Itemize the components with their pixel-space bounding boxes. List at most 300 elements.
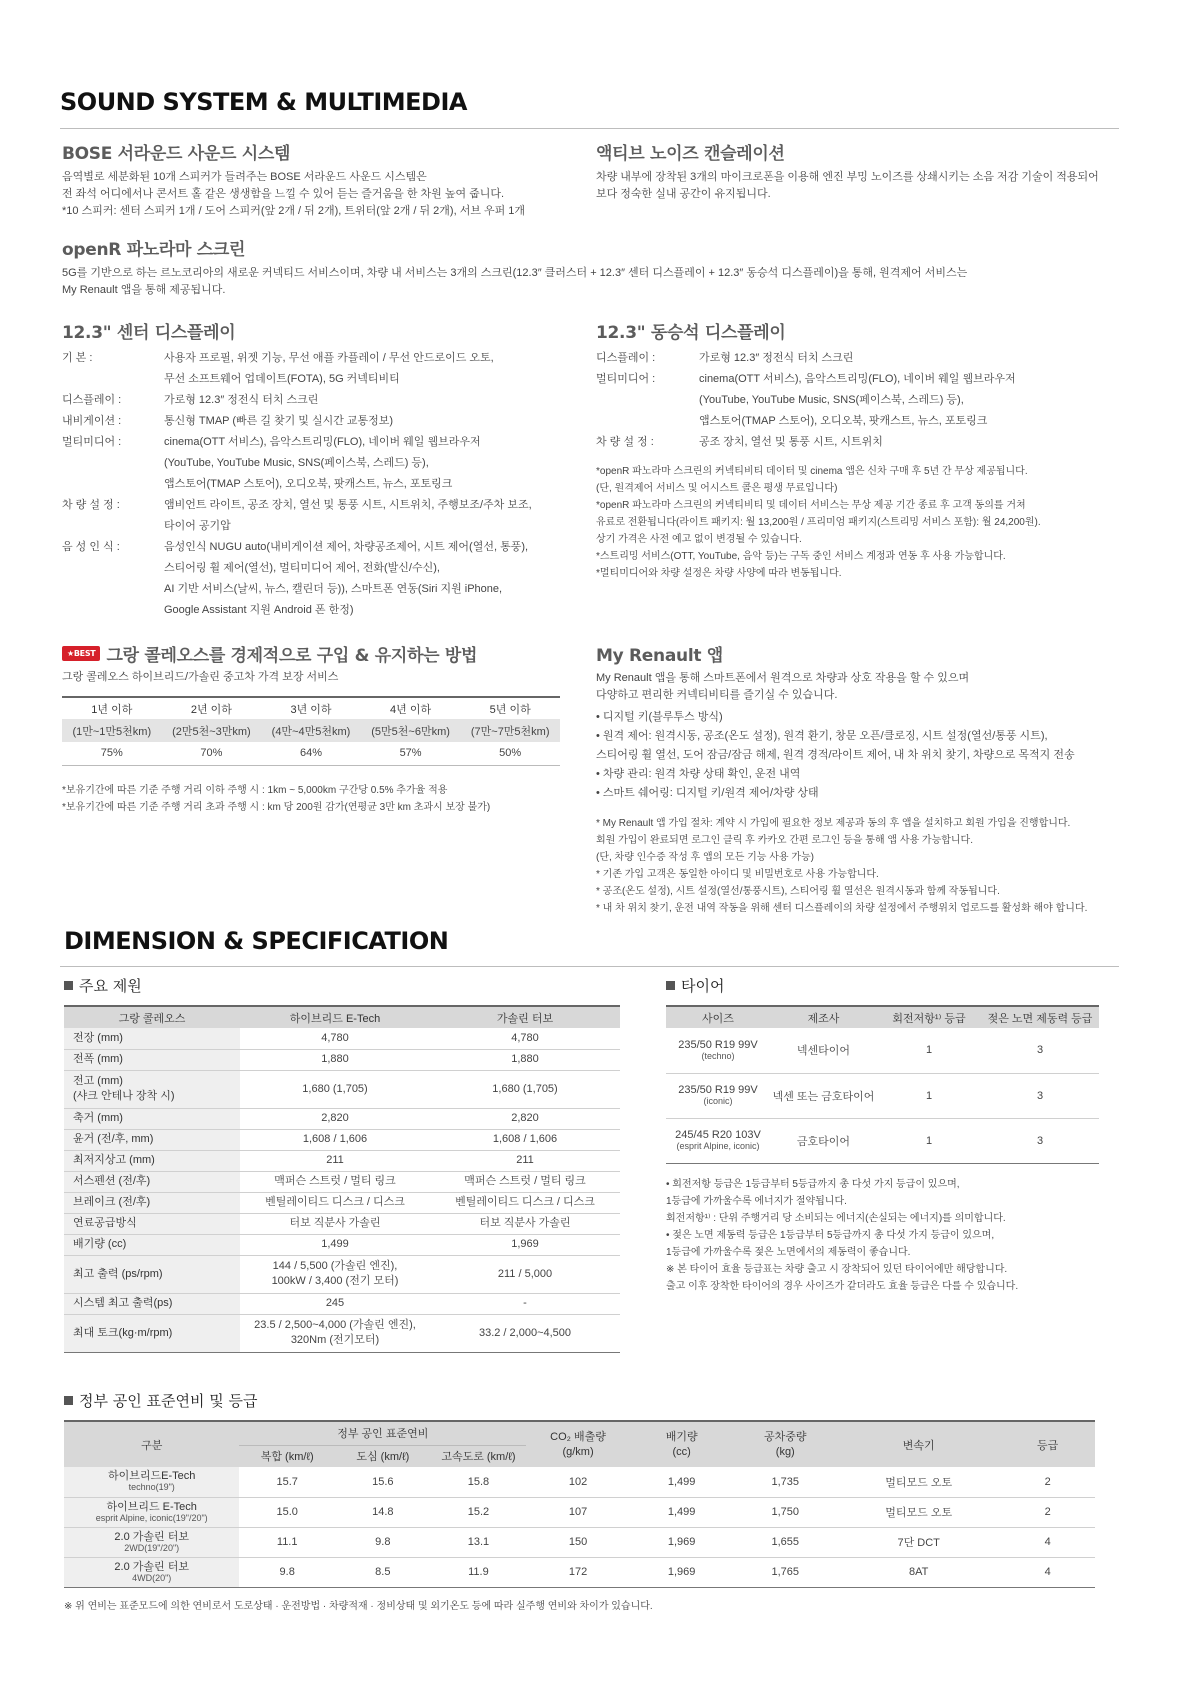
openr-block [62, 235, 967, 299]
gasoline-value-cell [430, 1314, 620, 1352]
spec-value [699, 432, 1136, 453]
fuel-co2-cell: 150 [526, 1527, 630, 1557]
best-badge: ★BEST [62, 646, 100, 661]
cell-line: (샤크 안테나 장착 시) [73, 1090, 175, 1102]
fuel-wt-cell: 1,765 [733, 1557, 837, 1587]
spec-value-line: 통신형 TMAP (빠른 길 찾기 및 실시간 교통정보) [164, 415, 394, 427]
spec-value [164, 390, 562, 411]
gasoline-value-cell [430, 1293, 620, 1314]
spec-header-cell: 가솔린 터보 [430, 1006, 620, 1028]
fuel-wt-cell: 1,750 [733, 1497, 837, 1527]
spec-label-cell [64, 1255, 240, 1293]
bullet-square [64, 981, 73, 990]
buyback-title: 그랑 콜레오스를 경제적으로 구입 & 유지하는 방법 [106, 646, 478, 666]
feature-item: • 디지털 키(블루투스 방식) [596, 711, 723, 723]
period-cell: 2년 이하 [162, 697, 262, 719]
fuel-grade-cell: 2 [1000, 1467, 1095, 1497]
spec-label-cell [64, 1293, 240, 1314]
spec-value-line: cinema(OTT 서비스), 음악스트리밍(FLO), 네이버 웨일 웹브라우저 [699, 373, 1016, 385]
table-row [64, 1527, 1095, 1557]
tire-size: 235/50 R19 99V [678, 1038, 758, 1051]
fuel-block [64, 1390, 1095, 1615]
model-trim: 4WD(20") [132, 1572, 172, 1583]
note-line: (단, 차량 인수증 작성 후 앱의 모든 기능 사용 가능) [596, 852, 814, 863]
hybrid-value-cell [240, 1314, 430, 1352]
passenger-display-block [596, 318, 1136, 582]
cell-line: 1,499 [321, 1238, 349, 1250]
cell-line: 100kW / 3,400 (전기 모터) [271, 1275, 399, 1287]
spec-label-cell [64, 1108, 240, 1129]
fuel-header-displacement: 배기량 (cc) [630, 1421, 734, 1467]
sound-section-title: SOUND SYSTEM & MULTIMEDIA [60, 88, 467, 116]
fuel-model-cell [64, 1527, 239, 1557]
note-line: • 회전저항 등급은 1등급부터 5등급까지 총 다섯 가지 등급이 있으며, [666, 1178, 960, 1190]
tire-maker-cell: 넥센 또는 금호타이어 [770, 1073, 877, 1118]
spec-value-line: Google Assistant 지원 Android 폰 한정) [164, 604, 354, 616]
cell-line: 벤틸레이티드 디스크 / 디스크 [265, 1196, 405, 1208]
text-line: 다양하고 편리한 커넥티비티를 즐기실 수 있습니다. [596, 689, 838, 701]
note-line: 회전저항¹⁾ : 단위 주행거리 당 소비되는 에너지(손실되는 에너지)를 의미합니다. [666, 1212, 1006, 1224]
rate-cell: 50% [460, 742, 560, 765]
spec-key: 멀티미디어 : [62, 436, 122, 448]
tire-size-cell [666, 1028, 770, 1073]
anc-text [596, 169, 1099, 203]
text-line: 보다 정숙한 실내 공간이 유지됩니다. [596, 188, 771, 200]
spec-value-line: 음성인식 NUGU auto(내비게이션 제어, 차량공조제어, 시트 제어(열선, 통풍), [164, 541, 529, 553]
spec-value [164, 495, 562, 537]
cell-line: 브레이크 (전/후) [73, 1196, 151, 1208]
period-cell: 4년 이하 [361, 697, 461, 719]
fuel-tm-cell: 7단 DCT [837, 1527, 1000, 1557]
cell-line: 23.5 / 2,500~4,000 (가솔린 엔진), [254, 1319, 416, 1331]
cell-line: 320Nm (전기모터) [290, 1334, 380, 1346]
anc-title: 액티브 노이즈 캔슬레이션 [596, 144, 785, 164]
buyback-rates-row [62, 742, 560, 765]
model-trim: 2WD(19"/20") [124, 1542, 180, 1553]
note-line: (단, 원격제어 서비스 및 어시스트 콜은 평생 무료입니다) [596, 483, 838, 494]
fuel-header-gubun: 구분 [64, 1421, 239, 1467]
myrenault-block [596, 641, 1087, 917]
hybrid-value-cell [240, 1070, 430, 1108]
fuel-comb-cell: 9.8 [239, 1557, 335, 1587]
tire-wet-cell: 3 [981, 1073, 1099, 1118]
hybrid-value-cell [240, 1129, 430, 1150]
range-cell: (2만5천~3만km) [162, 719, 262, 742]
tire-header-cell: 회전저항¹⁾ 등급 [877, 1006, 981, 1028]
range-cell: (1만~1만5천km) [62, 719, 162, 742]
spec-label-cell [64, 1192, 240, 1213]
divider [60, 128, 1119, 129]
cell-line: 서스펜션 (전/후) [73, 1175, 151, 1187]
rate-cell: 75% [62, 742, 162, 765]
feature-item: • 스마트 쉐어링: 디지털 키/원격 제어/차량 상태 [596, 787, 819, 799]
note-line: * 내 차 위치 찾기, 운전 내역 작동을 위해 센터 디스플레이의 차량 설정에서 주행위치 업로드를 활성화 해야 합니다. [596, 903, 1088, 914]
gasoline-value-cell [430, 1108, 620, 1129]
fuel-hwy-cell: 15.2 [431, 1497, 527, 1527]
text-line: My Renault 앱을 통해 스마트폰에서 원격으로 차량과 상호 작용을 할 수 있으며 [596, 672, 970, 684]
spec-row [596, 369, 1136, 432]
cell-line: 배기량 (cc) [73, 1238, 127, 1250]
range-cell: (4만~4만5천km) [261, 719, 361, 742]
hybrid-value-cell [240, 1255, 430, 1293]
spec-value-line: 가로형 12.3″ 정전식 터치 스크린 [699, 352, 854, 364]
spec-label-cell [64, 1049, 240, 1070]
fuel-co2-cell: 107 [526, 1497, 630, 1527]
center-display-spec [62, 348, 562, 621]
spec-row [596, 432, 1136, 453]
note-line: • 젖은 노면 제동력 등급은 1등급부터 5등급까지 총 다섯 가지 등급이 있으며, [666, 1229, 995, 1241]
cell-line: 1,680 (1,705) [302, 1082, 368, 1095]
spec-key: 디스플레이 : [62, 394, 122, 406]
fuel-model-cell [64, 1467, 239, 1497]
cell-line: 1,608 / 1,606 [302, 1133, 368, 1145]
fuel-tm-cell: 멀티모드 오토 [837, 1467, 1000, 1497]
model-trim: esprit Alpine, iconic(19"/20") [95, 1512, 208, 1523]
fuel-disp-cell: 1,969 [630, 1557, 734, 1587]
spec-label-cell [64, 1213, 240, 1234]
buyback-periods-row [62, 697, 560, 719]
table-row [64, 1171, 620, 1192]
cell-line: 최고 출력 (ps/rpm) [73, 1267, 163, 1280]
note-line: * My Renault 앱 가입 절차: 계약 시 가입에 필요한 정보 제공과 동의 후 앱을 설치하고 회원 가입을 진행합니다. [596, 818, 1071, 829]
fuel-co2-cell: 102 [526, 1467, 630, 1497]
hybrid-value-cell [240, 1234, 430, 1255]
spec-key: 차 량 설 정 : [596, 436, 654, 448]
fuel-tm-cell: 8AT [837, 1557, 1000, 1587]
cell-line: 맥퍼슨 스트럿 / 멀티 링크 [274, 1175, 396, 1187]
tire-rr-cell: 1 [877, 1028, 981, 1073]
bose-block [62, 139, 525, 220]
center-display-title: 12.3" 센터 디스플레이 [62, 323, 236, 343]
spec-row [62, 411, 562, 432]
gasoline-value-cell [430, 1255, 620, 1293]
fuel-header-weight: 공차중량 (kg) [733, 1421, 837, 1467]
tire-wet-cell: 3 [981, 1118, 1099, 1163]
spec-row [62, 390, 562, 411]
buyback-notes [62, 782, 560, 816]
gasoline-value-cell [430, 1028, 620, 1049]
spec-value-line: 사용자 프로필, 위젯 기능, 무선 애플 카플레이 / 무선 안드로이드 오토, [164, 352, 494, 364]
gasoline-value-cell [430, 1049, 620, 1070]
period-cell: 1년 이하 [62, 697, 162, 719]
center-display-block [62, 318, 562, 621]
table-row [64, 1108, 620, 1129]
fuel-disp-cell: 1,499 [630, 1497, 734, 1527]
hybrid-value-cell [240, 1028, 430, 1049]
model-trim: techno(19") [128, 1482, 175, 1493]
bose-title: BOSE 서라운드 사운드 시스템 [62, 144, 291, 164]
spec-value [164, 411, 562, 432]
hybrid-value-cell [240, 1150, 430, 1171]
bullet-square [64, 1396, 73, 1405]
spec-key: 기 본 : [62, 352, 93, 364]
cell-line: 터보 직분사 가솔린 [479, 1217, 571, 1229]
spec-value [164, 432, 562, 495]
cell-line: - [523, 1297, 527, 1309]
gasoline-value-cell [430, 1150, 620, 1171]
table-row [64, 1049, 620, 1070]
period-cell: 5년 이하 [460, 697, 560, 719]
model-name: 하이브리드E-Tech [108, 1470, 196, 1483]
spec-value [164, 537, 562, 621]
note-line: 1등급에 가까울수록 에너지가 절약됩니다. [666, 1195, 847, 1207]
spec-label-cell [64, 1129, 240, 1150]
text-line: 전 좌석 어디에서나 콘서트 홀 같은 생생함을 느낄 수 있어 듣는 즐거움을 한 차원 높여 줍니다. [62, 188, 505, 200]
feature-item: 스티어링 휠 열선, 도어 잠금/잠금 해제, 원격 경적/라이트 제어, 내 차 위치 찾기, 차량으로 목적지 전송 [596, 749, 1075, 761]
spec-label-cell [64, 1171, 240, 1192]
gasoline-value-cell [430, 1129, 620, 1150]
spec-label-cell [64, 1028, 240, 1049]
buyback-heading [62, 641, 560, 666]
passenger-display-spec [596, 348, 1136, 453]
period-cell: 3년 이하 [261, 697, 361, 719]
tire-header-cell: 사이즈 [666, 1006, 770, 1028]
cell-line: 1,880 [321, 1053, 349, 1065]
note-line: *스트리밍 서비스(OTT, YouTube, 음악 등)는 구독 중인 서비스 계정과 연동 후 사용 가능합니다. [596, 551, 1006, 562]
fuel-wt-cell: 1,655 [733, 1527, 837, 1557]
spec-heading [64, 975, 620, 996]
tire-trim: (iconic) [703, 1096, 733, 1106]
dimension-section-title: DIMENSION & SPECIFICATION [64, 927, 449, 955]
tire-rr-cell: 1 [877, 1118, 981, 1163]
gasoline-value-cell [430, 1192, 620, 1213]
buyback-subtitle: 그랑 콜레오스 하이브리드/가솔린 중고차 가격 보장 서비스 [62, 671, 339, 683]
note-line: *openR 파노라마 스크린의 커넥티비티 및 데이터 서비스는 무상 제공 기간 종료 후 고객 동의를 거쳐 [596, 500, 1026, 511]
fuel-city-cell: 8.5 [335, 1557, 431, 1587]
hybrid-value-cell [240, 1293, 430, 1314]
gasoline-value-cell [430, 1171, 620, 1192]
model-name: 2.0 가솔린 터보 [114, 1560, 189, 1573]
model-name: 하이브리드 E-Tech [106, 1500, 197, 1513]
fuel-wt-cell: 1,735 [733, 1467, 837, 1497]
fuel-hwy-cell: 11.9 [431, 1557, 527, 1587]
tire-table [666, 1005, 1099, 1164]
note-line: 출고 이후 장착한 타이어의 경우 사이즈가 같더라도 효율 등급은 다를 수 있습니다. [666, 1280, 1019, 1292]
fuel-disp-cell: 1,499 [630, 1467, 734, 1497]
cell-line: 1,680 (1,705) [492, 1082, 558, 1095]
tire-size: 245/45 R20 103V [675, 1129, 761, 1141]
buyback-table [62, 696, 560, 766]
text-line: My Renault 앱을 통해 제공됩니다. [62, 284, 226, 296]
text-line: *10 스피커: 센터 스피커 1개 / 도어 스피커(앞 2개 / 뒤 2개), 트위터(앞 2개 / 뒤 2개), 서브 우퍼 1개 [62, 205, 526, 217]
fuel-city-cell: 9.8 [335, 1527, 431, 1557]
cell-line: 맥퍼슨 스트럿 / 멀티 링크 [464, 1175, 586, 1187]
fuel-note: ※ 위 연비는 표준모드에 의한 연비로서 도로상태 · 운전방법 · 차량적재 · 정비상태 및 외기온도 등에 따라 실주행 연비와 차이가 있습니다. [64, 1600, 653, 1612]
cell-line: 최저지상고 (mm) [73, 1154, 155, 1166]
rate-cell: 70% [162, 742, 262, 765]
cell-line: 벤틸레이티드 디스크 / 디스크 [455, 1196, 595, 1208]
cell-line: 211 [326, 1154, 344, 1166]
fuel-comb-cell: 15.7 [239, 1467, 335, 1497]
spec-key: 차 량 설 정 : [62, 499, 120, 511]
spec-value-line: 공조 장치, 열선 및 통풍 시트, 시트위치 [699, 436, 883, 448]
range-cell: (5만5천~6만km) [361, 719, 461, 742]
spec-label-cell [64, 1150, 240, 1171]
tire-header-cell: 젖은 노면 제동력 등급 [981, 1006, 1099, 1028]
note-line: 1등급에 가까울수록 젖은 노면에서의 제동력이 좋습니다. [666, 1246, 911, 1258]
spec-header-cell: 하이브리드 E-Tech [240, 1006, 430, 1028]
cell-line: 2,820 [511, 1112, 539, 1124]
spec-value [164, 348, 562, 390]
cell-line: 전폭 (mm) [73, 1053, 123, 1065]
cell-line: 144 / 5,500 (가솔린 엔진), [272, 1260, 398, 1272]
tire-block [666, 975, 1099, 1295]
cell-line: 211 [516, 1154, 534, 1166]
feature-item: • 원격 제어: 원격시동, 공조(온도 설정), 원격 환기, 창문 오픈/클로징, 시트 설정(열선/통풍 시트), [596, 730, 1048, 742]
table-row [64, 1557, 1095, 1587]
table-row [64, 1467, 1095, 1497]
cell-line: 전장 (mm) [73, 1031, 123, 1044]
fuel-tm-cell: 멀티모드 오토 [837, 1497, 1000, 1527]
text-line: 음역별로 세분화된 10개 스피커가 들려주는 BOSE 서라운드 사운드 시스템은 [62, 171, 427, 183]
spec-value-line: 타이어 공기압 [164, 520, 231, 532]
cell-line: 터보 직분사 가솔린 [289, 1217, 381, 1229]
note-line: * 공조(온도 설정), 시트 설정(열선/통풍시트), 스티어링 휠 열선은 원격시동과 함께 작동됩니다. [596, 886, 1000, 897]
fuel-header-transmission: 변속기 [837, 1421, 1000, 1467]
table-row [64, 1150, 620, 1171]
fuel-grade-cell: 2 [1000, 1497, 1095, 1527]
bullet-square [666, 981, 675, 990]
cell-line: 시스템 최고 출력(ps) [73, 1297, 173, 1309]
fuel-city-cell: 15.6 [335, 1467, 431, 1497]
tire-heading [666, 975, 1099, 996]
passenger-display-title: 12.3" 동승석 디스플레이 [596, 323, 786, 343]
note-line: *openR 파노라마 스크린의 커넥티비티 데이터 및 cinema 앱은 신차 구매 후 5년 간 무상 제공됩니다. [596, 466, 1028, 477]
spec-value-line: 앰비언트 라이트, 공조 장치, 열선 및 통풍 시트, 시트위치, 주행보조/주차 보조, [164, 499, 532, 511]
table-row [666, 1028, 1099, 1073]
hybrid-value-cell [240, 1108, 430, 1129]
spec-row [62, 495, 562, 537]
openr-notes [596, 463, 1136, 582]
fuel-comb-cell: 15.0 [239, 1497, 335, 1527]
spec-key: 내비게이션 : [62, 415, 122, 427]
cell-line: 1,969 [511, 1238, 539, 1250]
table-row [666, 1073, 1099, 1118]
spec-label-cell [64, 1314, 240, 1352]
cell-line: 전고 (mm) [73, 1075, 123, 1087]
fuel-header-co2: CO₂ 배출량 (g/km) [526, 1421, 630, 1467]
myrenault-text [596, 670, 1087, 704]
openr-title: openR 파노라마 스크린 [62, 240, 246, 260]
note-line: 회원 가입이 완료되면 로그인 클릭 후 카카오 간편 로그인 등을 통해 앱 사용 가능합니다. [596, 835, 973, 846]
spec-value-line: 가로형 12.3″ 정전식 터치 스크린 [164, 394, 319, 406]
fuel-co2-cell: 172 [526, 1557, 630, 1587]
table-row [64, 1234, 620, 1255]
table-row [64, 1255, 620, 1293]
spec-value-line: 무선 소프트웨어 업데이트(FOTA), 5G 커넥티비티 [164, 373, 400, 385]
cell-line: 1,608 / 1,606 [492, 1133, 558, 1145]
fuel-header-combined: 복합 (km/ℓ) [239, 1445, 335, 1467]
cell-line: 최대 토크(kg·m/rpm) [73, 1326, 173, 1339]
note-line: 유료로 전환됩니다(라이트 패키지: 월 13,200원 / 프리미엄 패키지(스트리밍 서비스 포함): 월 24,200원). [596, 517, 1041, 528]
fuel-header-highway: 고속도로 (km/ℓ) [431, 1445, 527, 1467]
spec-row [62, 432, 562, 495]
spec-value-line: 스티어링 휠 제어(열선), 멀티미디어 제어, 전화(발신/수신), [164, 562, 440, 574]
fuel-header-grade: 등급 [1000, 1421, 1095, 1467]
note-line: * 기존 가입 고객은 동일한 아이디 및 비밀번호로 사용 가능합니다. [596, 869, 879, 880]
table-row [666, 1118, 1099, 1163]
tire-notes [666, 1176, 1099, 1295]
cell-line: 4,780 [321, 1031, 349, 1044]
table-row [64, 1192, 620, 1213]
note-line: ※ 본 타이어 효율 등급표는 차량 출고 시 장착되어 있던 타이어에만 해당합니다. [666, 1263, 1008, 1275]
fuel-title: 정부 공인 표준연비 및 등급 [79, 1392, 258, 1410]
spec-value-line: 앱스토어(TMAP 스토어), 오디오북, 팟캐스트, 뉴스, 포토링크 [164, 478, 453, 490]
rate-cell: 57% [361, 742, 461, 765]
fuel-hwy-cell: 13.1 [431, 1527, 527, 1557]
note-line: *멀티미디어와 차량 설정은 차량 사양에 따라 변동됩니다. [596, 568, 842, 579]
spec-table [64, 1005, 620, 1353]
hybrid-value-cell [240, 1049, 430, 1070]
spec-row [62, 537, 562, 621]
hybrid-value-cell [240, 1213, 430, 1234]
spec-label-cell [64, 1070, 240, 1108]
buyback-block [62, 641, 560, 816]
openr-text [62, 265, 967, 299]
text-line: 차량 내부에 장착된 3개의 마이크로폰을 이용해 엔진 부밍 노이즈를 상쇄시키는 소음 저감 기술이 적용되어 [596, 171, 1099, 183]
spec-title: 주요 제원 [79, 977, 142, 995]
spec-value-line: AI 기반 서비스(날씨, 뉴스, 캘린더 등)), 스마트폰 연동(Siri 지원 iPhone, [164, 583, 503, 595]
spec-key: 멀티미디어 : [596, 373, 656, 385]
spec-value [699, 348, 1136, 369]
feature-item: • 차량 관리: 원격 차량 상태 확인, 운전 내역 [596, 768, 801, 780]
rate-cell: 64% [261, 742, 361, 765]
tire-trim: (techno) [701, 1050, 735, 1061]
tire-size-cell [666, 1118, 770, 1163]
myrenault-title: My Renault 앱 [596, 646, 723, 666]
hybrid-value-cell [240, 1171, 430, 1192]
fuel-header-city: 도심 (km/ℓ) [335, 1445, 431, 1467]
fuel-table [64, 1420, 1095, 1588]
tire-maker-cell: 금호타이어 [770, 1118, 877, 1163]
tire-size-cell [666, 1073, 770, 1118]
note-line: 상기 가격은 사전 예고 없이 변경될 수 있습니다. [596, 534, 802, 545]
spec-label-cell [64, 1234, 240, 1255]
fuel-header-efficiency: 정부 공인 표준연비 [239, 1421, 526, 1445]
fuel-hwy-cell: 15.8 [431, 1467, 527, 1497]
gasoline-value-cell [430, 1234, 620, 1255]
fuel-model-cell [64, 1497, 239, 1527]
tire-rr-cell: 1 [877, 1073, 981, 1118]
cell-line: 1,880 [511, 1053, 539, 1065]
cell-line: 211 / 5,000 [497, 1267, 553, 1280]
hybrid-value-cell [240, 1192, 430, 1213]
spec-value-line: cinema(OTT 서비스), 음악스트리밍(FLO), 네이버 웨일 웹브라우저 [164, 436, 481, 448]
table-row [64, 1129, 620, 1150]
myrenault-notes [596, 815, 1087, 917]
gasoline-value-cell [430, 1070, 620, 1108]
bose-text [62, 169, 525, 220]
cell-line: 축거 (mm) [73, 1112, 123, 1124]
table-row [64, 1293, 620, 1314]
note-line: *보유기간에 따른 기준 주행 거리 이하 주행 시 : 1km ~ 5,000km 구간당 0.5% 추가율 적용 [62, 784, 448, 796]
spec-header-row [64, 1006, 620, 1028]
cell-line: 2,820 [321, 1112, 349, 1124]
cell-line: 245 [325, 1297, 345, 1309]
tire-maker-cell: 넥센타이어 [770, 1028, 877, 1073]
range-cell: (7만~7만5천km) [460, 719, 560, 742]
myrenault-features [596, 708, 1087, 803]
table-row [64, 1028, 620, 1049]
table-row [64, 1314, 620, 1352]
spec-value [699, 369, 1136, 432]
spec-key: 디스플레이 : [596, 352, 656, 364]
table-row [64, 1213, 620, 1234]
spec-header-cell: 그랑 콜레오스 [64, 1006, 240, 1028]
fuel-grade-cell: 4 [1000, 1557, 1095, 1587]
fuel-grade-cell: 4 [1000, 1527, 1095, 1557]
spec-value-line: (YouTube, YouTube Music, SNS(페이스북, 스레드) 등), [699, 394, 964, 406]
